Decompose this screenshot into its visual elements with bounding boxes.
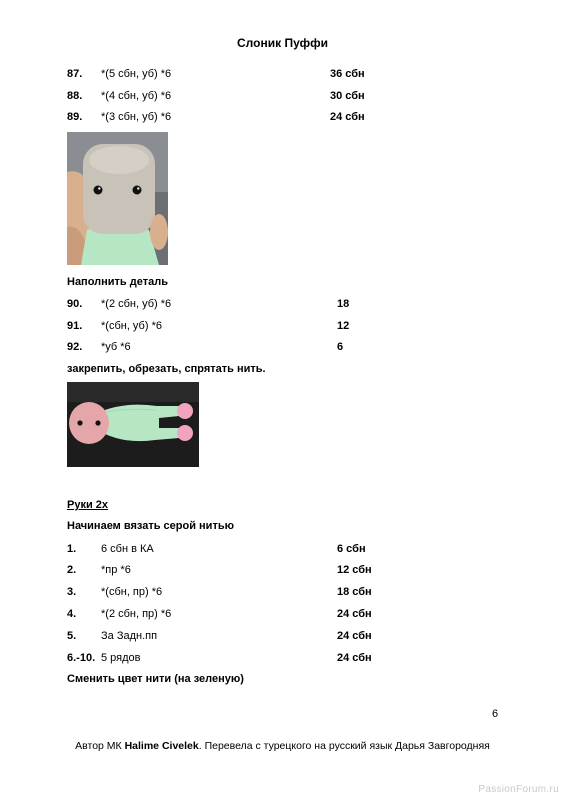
row-count: 6 сбн: [337, 543, 366, 555]
row-number: 90.: [67, 298, 83, 310]
row-count: 24 сбн: [337, 608, 372, 620]
row-number: 3.: [67, 586, 77, 598]
row-instruction: *уб *6: [101, 341, 131, 353]
page-title: Слоник Пуффи: [237, 36, 328, 50]
row-instruction: *(4 сбн, уб) *6: [101, 90, 172, 102]
row-count: 12 сбн: [337, 564, 372, 576]
row-instruction: *(сбн, пр) *6: [101, 586, 163, 598]
row-count: 18 сбн: [337, 586, 372, 598]
toy-lying-photo: [67, 382, 199, 467]
row-number: 92.: [67, 341, 83, 353]
row-count: 6: [337, 341, 344, 353]
row-number: 2.: [67, 564, 77, 576]
row-count: 30 сбн: [330, 90, 365, 102]
page-number: 6: [492, 708, 499, 720]
row-number: 89.: [67, 111, 83, 123]
row-instruction: *(2 сбн, уб) *6: [101, 298, 172, 310]
change-color-instruction: Сменить цвет нити (на зеленую): [67, 673, 244, 685]
arms-heading: Руки 2х: [67, 499, 109, 511]
row-number: 1.: [67, 543, 77, 555]
row-instruction: *(2 сбн, пр) *6: [101, 608, 172, 620]
toy-head-photo: [67, 132, 168, 265]
watermark: PassionForum.ru: [478, 784, 559, 795]
footer-author: Halime Civelek: [124, 740, 199, 752]
row-number: 87.: [67, 68, 83, 80]
footer-credit: [0, 740, 565, 752]
row-count: 12: [337, 320, 350, 332]
row-count: 24 сбн: [330, 111, 365, 123]
row-number: 5.: [67, 630, 77, 642]
fasten-instruction: закрепить, обрезать, спрятать нить.: [67, 363, 266, 375]
fill-heading: Наполнить деталь: [67, 276, 168, 288]
row-count: 36 сбн: [330, 68, 365, 80]
row-instruction: 6 сбн в КА: [101, 543, 154, 555]
toy-head-photo-drawing: [67, 132, 168, 265]
arms-start-instruction: Начинаем вязать серой нитью: [67, 520, 234, 532]
row-count: 24 сбн: [337, 652, 372, 664]
footer-prefix: Автор МК: [75, 740, 125, 752]
footer-suffix: . Перевела с турецкого на русский язык Дарья Завгородняя: [198, 740, 490, 752]
row-number: 4.: [67, 608, 77, 620]
row-count: 18: [337, 298, 350, 310]
toy-lying-photo-drawing: [67, 382, 199, 467]
row-instruction: За Задн.пп: [101, 630, 158, 642]
row-instruction: 5 рядов: [101, 652, 141, 664]
row-number: 6.-10.: [67, 652, 96, 664]
row-instruction: *(сбн, уб) *6: [101, 320, 162, 332]
row-number: 91.: [67, 320, 83, 332]
row-instruction: *(3 сбн, уб) *6: [101, 111, 172, 123]
row-count: 24 сбн: [337, 630, 372, 642]
row-number: 88.: [67, 90, 83, 102]
row-instruction: *пр *6: [101, 564, 131, 576]
row-instruction: *(5 сбн, уб) *6: [101, 68, 172, 80]
